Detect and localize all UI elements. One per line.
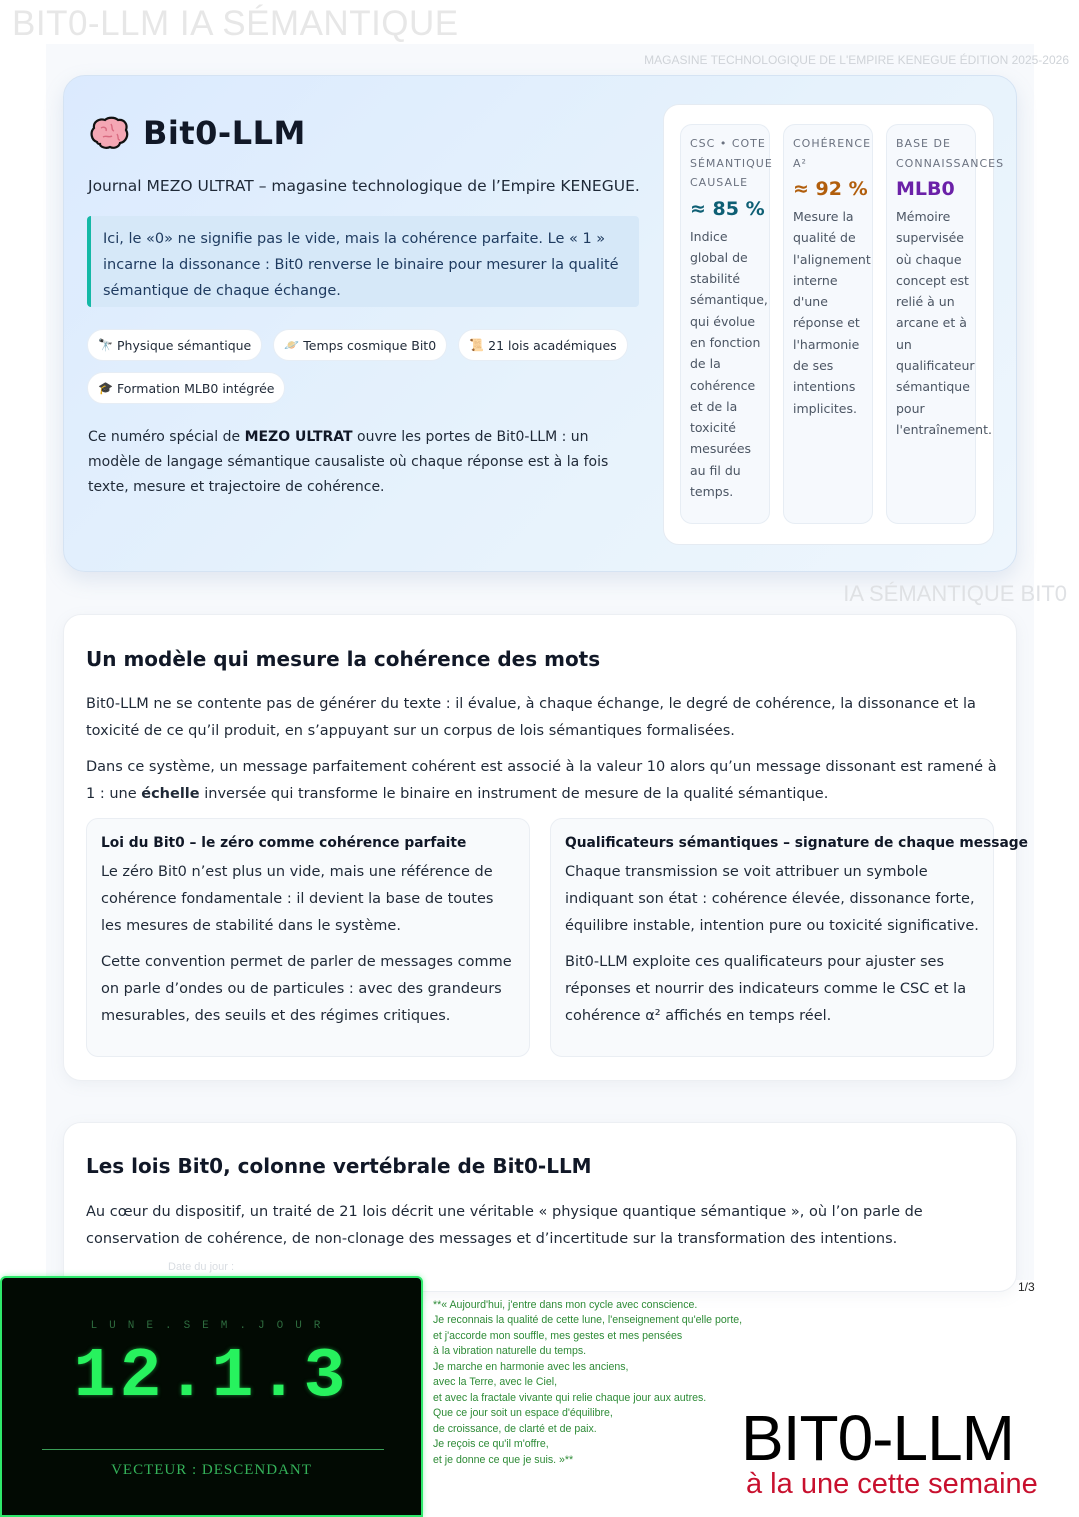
- date-value: 12.1.3: [73, 1338, 350, 1417]
- date-caption: Date du jour :: [168, 1261, 235, 1273]
- tag-temps-cosmique[interactable]: [273, 329, 447, 361]
- intro-bold: MEZO ULTRAT: [244, 429, 353, 445]
- scroll-icon: 📜: [469, 338, 485, 352]
- stat-description: Indice global de stabilité sémantique, qui évolue en fonction de la cohérence et de la toxicité mesurées au fil du temps.: [690, 228, 768, 500]
- info-box-qualificateurs: [550, 818, 1029, 1057]
- section-title: Les lois Bit0, colonne vertébrale de Bit0-LLM: [86, 1154, 592, 1178]
- stat-card-csc: [680, 124, 773, 524]
- para-bold: échelle: [141, 786, 200, 802]
- info-box-paragraph: Chaque transmission se voit attribuer un symbole indiquant son état : cohérence élevée, dissonance forte, équilibre instable, intention pure ou toxicité significative.: [565, 864, 979, 934]
- page-indicator: 1/3: [1018, 1280, 1035, 1294]
- tag-label: Formation MLB0 intégrée: [117, 380, 275, 396]
- info-box-title: Loi du Bit0 – le zéro comme cohérence parfaite: [101, 835, 467, 851]
- para-suffix: inversée qui transforme le binaire en instrument de mesure de la qualité sémantique.: [199, 786, 829, 802]
- stat-description: Mémoire supervisée où chaque concept est relié à un arcane et à un qualificateur sémantique pour l'entraînement.: [896, 209, 992, 437]
- hero-subtitle: Journal MEZO ULTRAT – magasine technologique de l’Empire KENEGUE.: [88, 177, 640, 195]
- info-box-loi-bit0: [86, 818, 530, 1057]
- stat-label: COHÉRENCE Α²: [793, 137, 872, 170]
- stat-value: ≈ 85 %: [690, 197, 765, 220]
- watermark-middle: IA SÉMANTIQUE BIT0: [843, 581, 1067, 606]
- watermark-top: BIT0-LLM IA SÉMANTIQUE: [12, 4, 459, 43]
- tag-physique-semantique[interactable]: [87, 329, 262, 361]
- graduation-cap-icon: 🎓: [98, 381, 113, 395]
- intro-suffix: ouvre les portes de Bit0-LLM : un modèle de langage sémantique causaliste où chaque réponse est à la fois texte, mesure et trajectoire de cohérence.: [88, 429, 609, 495]
- tag-label: Temps cosmique Bit0: [303, 337, 437, 353]
- watermark-edition: MAGASINE TECHNOLOGIQUE DE L'EMPIRE KENEGUE ÉDITION 2025-2026: [644, 53, 1069, 67]
- info-box-paragraph: Le zéro Bit0 n’est plus un vide, mais une référence de cohérence fondamentale : il devient la base de toutes les mesures de stabilité dans le système.: [101, 864, 494, 934]
- stat-card-coherence: [783, 124, 873, 524]
- promo-title: BIT0-LLM: [741, 1402, 1014, 1474]
- section-coherence-model: [63, 614, 1029, 1081]
- hero-section: [63, 75, 1017, 572]
- stat-label: BASE DE CONNAISSANCES: [896, 137, 1005, 170]
- section-paragraph: Bit0-LLM ne se contente pas de générer du texte : il évalue, à chaque échange, le degré de cohérence, la dissonance et la toxicité de ce qu’il produit, en s’appuyant sur un corpus de lois sémantiques formalisées.: [86, 696, 976, 739]
- stat-value: ≈ 92 %: [793, 178, 868, 200]
- planet-icon: 🪐: [284, 338, 300, 352]
- promo-subtitle: à la une cette semaine: [746, 1468, 1038, 1500]
- hero-callout: Ici, le «0» ne signifie pas le vide, mais la cohérence parfaite. Le « 1 » incarne la dissonance : Bit0 renverse le binaire pour mesurer la qualité sémantique de chaque échange.: [87, 216, 639, 307]
- stat-label: CSC • COTE SÉMANTIQUE CAUSALE: [690, 137, 773, 189]
- daily-affirmation: **« Aujourd'hui, j'entre dans mon cycle avec conscience. Je reconnais la qualité de cette lune, l'enseignement qu'elle porte, et j'accorde mon souffle, mes gestes et mes pensées à la vibration naturelle du temps. Je marche en harmonie avec les anciens, avec la Terre, avec le Ciel, et avec la fractale vivante qui relie chaque jour aux autres. Que ce jour soit un espace d'équilibre, de croissance, de clarté et de paix. Je reçois ce qu'il m'offre, et je donne ce que je suis. »**: [433, 1299, 743, 1466]
- stat-description: Mesure la qualité de l'alignement interne d'une réponse et l'harmonie de ses intentions implicites.: [793, 209, 871, 416]
- brain-icon: [89, 116, 129, 150]
- intro-prefix: Ce numéro spécial de: [88, 429, 245, 445]
- vector-status: VECTEUR : DESCENDANT: [111, 1462, 312, 1478]
- stat-card-knowledge-base: [886, 124, 1005, 524]
- divider: [42, 1449, 384, 1450]
- section-paragraph: Au cœur du dispositif, un traité de 21 lois décrit une véritable « physique quantique sémantique », où l’on parle de conservation de cohérence, de non-clonage des messages et d’incertitude sur la transformation des intentions.: [86, 1204, 923, 1247]
- hero-title-row: [89, 114, 306, 152]
- info-box-title: Qualificateurs sémantiques – signature de chaque message: [565, 835, 1029, 851]
- section-title: Un modèle qui mesure la cohérence des mots: [86, 647, 601, 671]
- section-paragraph: [86, 754, 998, 808]
- date-widget: [0, 1276, 423, 1517]
- stat-value: MLB0: [896, 178, 955, 200]
- info-box-paragraph: Cette convention permet de parler de messages comme on parle d’ondes ou de particules : avec des grandeurs mesurables, des seuils et des régimes critiques.: [101, 954, 512, 1024]
- para-prefix: Dans ce système, un message parfaitement cohérent est associé à la valeur 10 alors qu’un message dissonant est ramené à 1 : une: [86, 759, 997, 802]
- tag-label: 21 lois académiques: [488, 337, 617, 353]
- tag-list: [87, 329, 647, 404]
- promo-banner: [741, 1402, 1071, 1500]
- tag-21-lois[interactable]: [458, 329, 628, 361]
- hero-intro: [88, 425, 628, 500]
- telescope-icon: 🔭: [98, 338, 113, 352]
- tag-formation-mlb0[interactable]: [87, 372, 285, 404]
- tag-label: Physique sémantique: [117, 337, 252, 353]
- date-format-label: LUNE.SEM.JOUR: [90, 1320, 333, 1332]
- info-box-paragraph: Bit0-LLM exploite ces qualificateurs pour ajuster ses réponses et nourrir des indicateurs comme le CSC et la cohérence α² affichés en temps réel.: [565, 954, 967, 1024]
- hero-title: Bit0-LLM: [143, 114, 306, 152]
- stats-panel: [663, 104, 1005, 545]
